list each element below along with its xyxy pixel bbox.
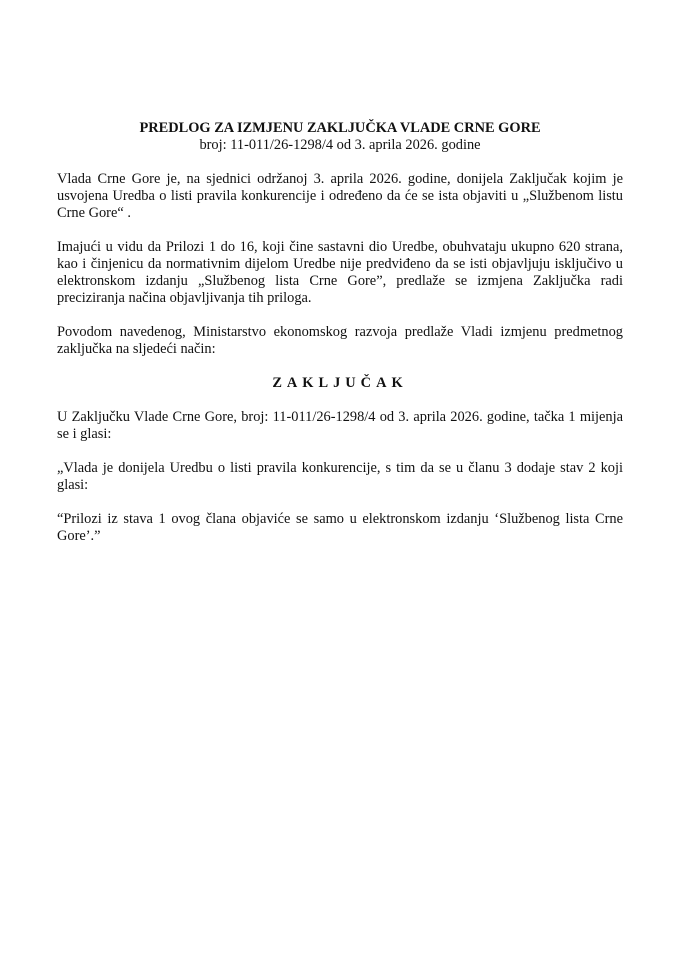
document-title: PREDLOG ZA IZMJENU ZAKLJUČKA VLADE CRNE GORE (139, 120, 541, 136)
paragraph-intro: Vlada Crne Gore je, na sjednici održanoj 3. aprila 2026. godine, donijela Zaključak kojim je usvojena Uredba o listi pravila konkurencije i određeno da će se ista objaviti u „Službenom listu Crne Gore“ . (57, 171, 623, 221)
section-heading-zakljucak: ZAKLJUČAK (272, 375, 408, 391)
paragraph-quoted-annex-clause: “Prilozi iz stava 1 ovog člana objaviće se samo u elektronskom izdanju ‘Službenog lista Crne Gore’.” (57, 511, 623, 544)
document-page (57, 120, 623, 562)
paragraph-quoted-decision: „Vlada je donijela Uredbu o listi pravila konkurencije, s tim da se u članu 3 dodaje stav 2 koji glasi: (57, 460, 623, 493)
paragraph-reasoning: Imajući u vidu da Prilozi 1 do 16, koji čine sastavni dio Uredbe, obuhvataju ukupno 620 strana, kao i činjenicu da normativnim dijelom Uredbe nije predviđeno da se isti objavljuju isključivo u elektronskom izdanju „Službenog lista Crne Gore”, predlaže se izmjena Zaključka radi preciziranja načina objavljivanja tih priloga. (57, 239, 623, 306)
paragraph-amendment: U Zaključku Vlade Crne Gore, broj: 11-011/26-1298/4 od 3. aprila 2026. godine, tačka 1 mijenja se i glasi: (57, 409, 623, 442)
paragraph-proposal: Povodom navedenog, Ministarstvo ekonomskog razvoja predlaže Vladi izmjenu predmetnog zaključka na sljedeći način: (57, 324, 623, 357)
document-reference-number: broj: 11-011/26-1298/4 od 3. aprila 2026. godine (199, 137, 481, 153)
